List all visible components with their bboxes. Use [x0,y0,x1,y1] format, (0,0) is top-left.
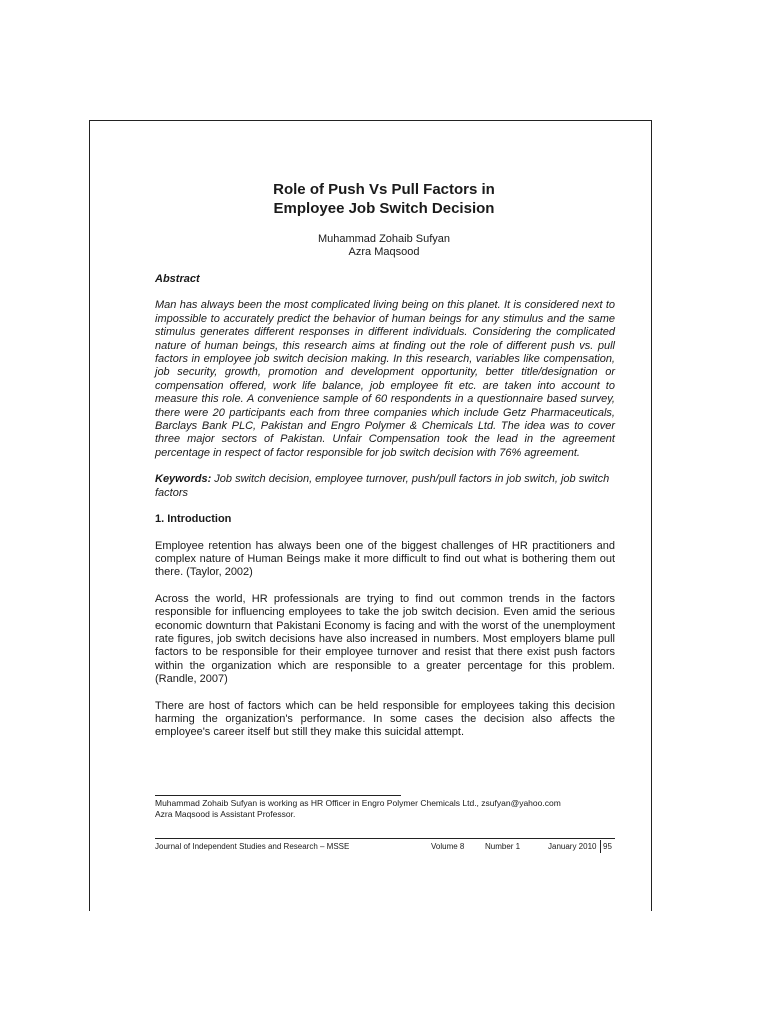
footnote-author-1: Muhammad Zohaib Sufyan is working as HR Officer in Engro Polymer Chemicals Ltd., zsufyan@yahoo.com [155,798,561,808]
abstract-text: Man has always been the most complicated living being on this planet. It is considered next to impossible to accurately predict the behavior of human beings for any stimulus and the same stimulus generates different responses in different individuals. Considering the complicated nature of human beings, this research aims at finding out the role of different push vs. pull factors in employee job switch decision making. In this research, variables like compensation, job security, growth, promotion and development opportunity, better title/designation or compensation offered, work life balance, job employee fit etc. are taken into account to measure this role. A convenience sample of 60 respondents in a questionnaire based survey, there were 20 participants each from three companies which include Getz Pharmaceuticals, Barclays Bank PLC, Pakistan and Engro Polymer & Chemicals Ltd. The idea was to cover three major sectors of Pakistan. Unfair Compensation took the lead in the agreement percentage in respect of factor responsible for job switch decision with 76% agreement. [155,299,615,459]
paper-body [155,273,615,753]
footnote-divider [155,795,401,796]
footer-number: Number 1 [485,842,521,851]
keywords-text: Job switch decision, employee turnover, push/pull factors in job switch, job switch factors [155,473,610,499]
keywords-label: Keywords: [155,473,212,486]
title-line-1: Role of Push Vs Pull Factors in [273,181,495,198]
footer-journal: Journal of Independent Studies and Research – MSSE [155,842,350,851]
footnote [155,798,625,820]
author-2: Azra Maqsood [348,246,420,258]
footer-date: January 2010 [548,842,597,851]
author-1: Muhammad Zohaib Sufyan [317,233,451,245]
footer-separator [600,840,601,853]
footer-divider [155,838,615,839]
intro-paragraph-1: Employee retention has always been one of the biggest challenges of HR practitioners and complex nature of Human Beings make it more difficult to find out what is bothering them out there. (Taylor, 2002) [155,539,615,579]
paper-title [180,180,588,218]
abstract-heading: Abstract [155,273,200,285]
footer-volume: Volume 8 [431,842,465,851]
title-line-2: Employee Job Switch Decision [273,200,495,217]
intro-paragraph-3: There are host of factors which can be held responsible for employees taking this decision harming the organization's performance. In some cases the decision also affects the employee's career itself but still they make this suicidal attempt. [155,699,615,739]
keywords [155,473,615,500]
page-number: 95 [603,842,612,851]
page-footer [155,841,625,855]
section-heading-introduction: 1. Introduction [155,513,232,526]
intro-paragraph-2: Across the world, HR professionals are trying to find out common trends in the factors responsible for influencing employees to take the job switch decision. Even amid the serious economic downturn that Pakistani Economy is facing and with the worst of the unemployment rate figures, job switch decisions have also increased in numbers. Most employers blame pull factors to be responsible for their employee turnover and resist that there exist push factors within the organization which are responsible to a greater percentage for this problem. (Randle, 2007) [155,592,615,686]
footnote-author-2: Azra Maqsood is Assistant Professor. [155,809,296,819]
author-block [180,233,588,259]
